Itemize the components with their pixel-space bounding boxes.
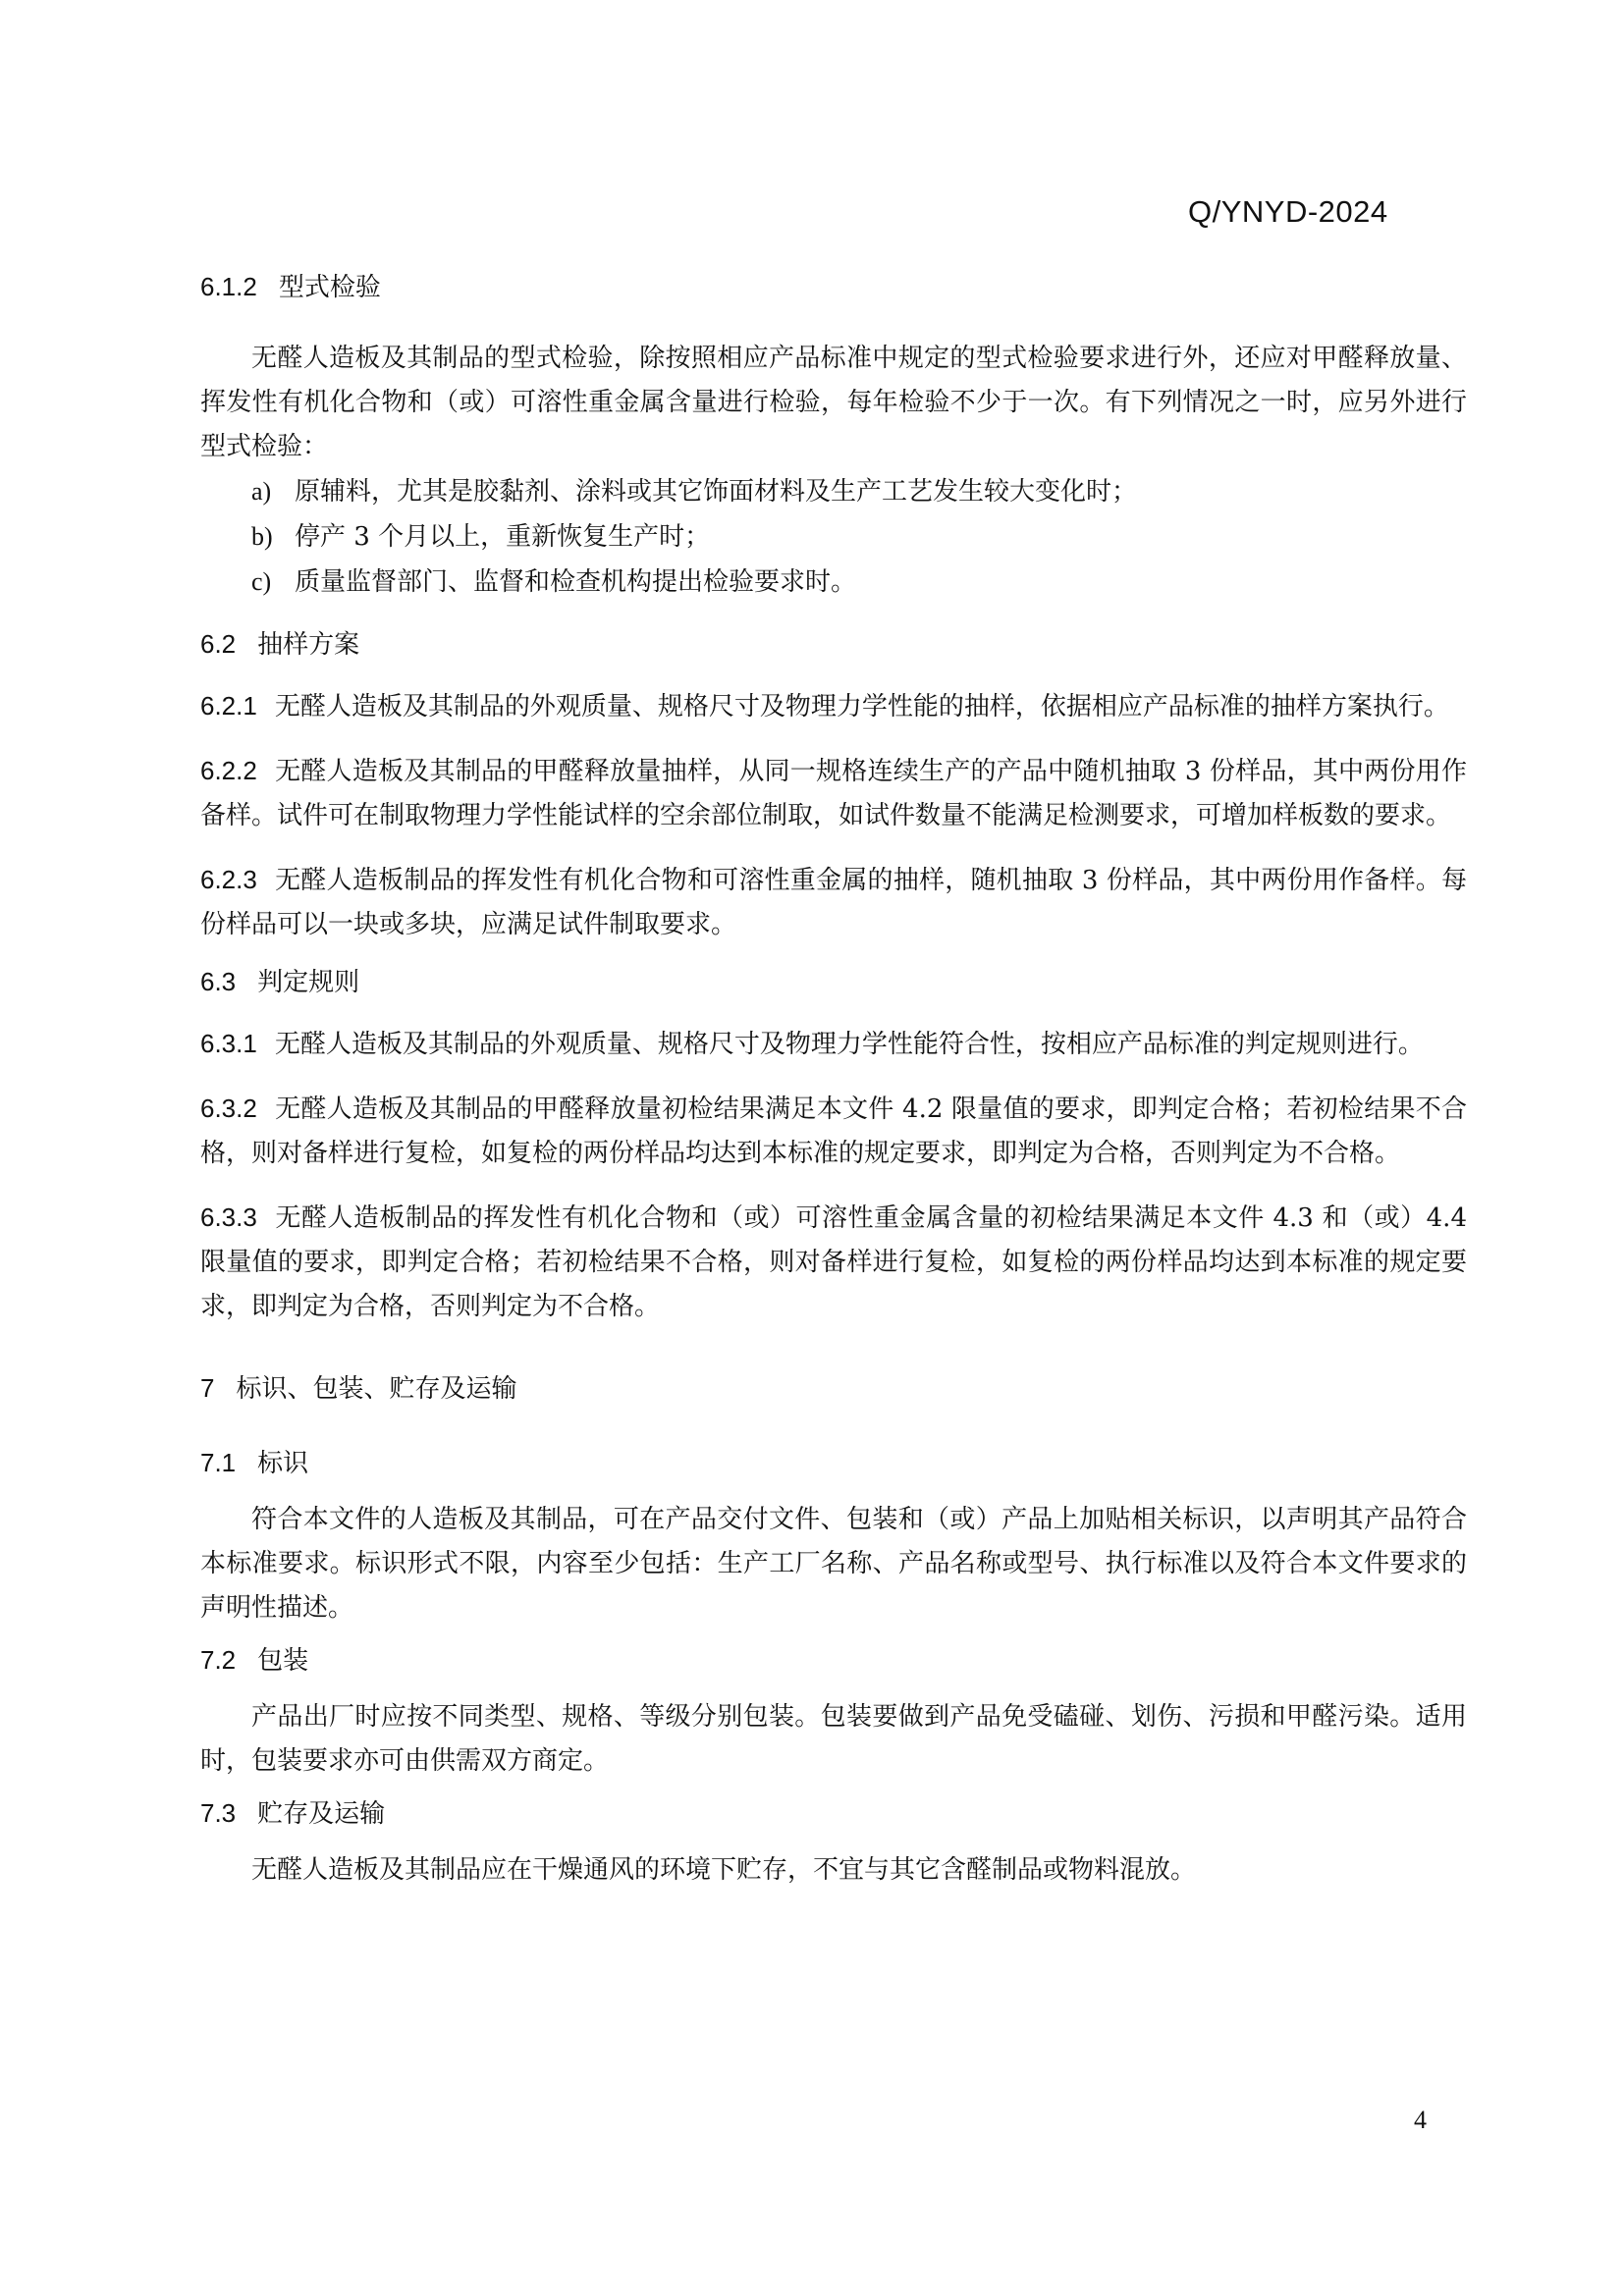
document-body [200,267,1467,1885]
clause-number: 6.2.2 [200,756,257,785]
heading-6-3 [200,962,1467,1002]
paragraph-marking: 符合本文件的人造板及其制品，可在产品交付文件、包装和（或）产品上加贴相关标识，以声明其产品符合本标准要求。标识形式不限，内容至少包括：生产工厂名称、产品名称或型号、执行标准以及符合本文件要求的声明性描述。 [200,1505,1467,1623]
clause-text: 无醛人造板制品的挥发性有机化合物和（或）可溶性重金属含量的初检结果满足本文件 4.3 和（或）4.4 限量值的要求，即判定合格；若初检结果不合格，则对备样进行复检，如复检的两份样品均达到本标准的规定要求，即判定为合格，否则判定为不合格。 [200,1203,1467,1321]
heading-7-3 [200,1793,1467,1834]
list-text: 质量监督部门、监督和检查机构提出检验要求时。 [295,567,857,597]
heading-7-1 [200,1443,1467,1483]
clause-text: 无醛人造板及其制品的甲醛释放量抽样，从同一规格连续生产的产品中随机抽取 3 份样品，其中两份用作备样。试件可在制取物理力学性能试样的空余部位制取，如试件数量不能满足检测要求，可增加样板数的要求。 [200,757,1467,830]
heading-number: 7.2 [200,1645,237,1675]
heading-title: 贮存及运输 [257,1799,386,1829]
clause-6-2-2 [200,749,1467,838]
paragraph-storage: 无醛人造板及其制品应在干燥通风的环境下贮存，不宜与其它含醛制品或物料混放。 [251,1855,1197,1885]
standard-code: Q/YNYD-2024 [1188,194,1388,229]
list-marker: b) [251,522,273,551]
list-item-c [200,560,1467,605]
list-marker: a) [251,477,272,506]
list-text: 停产 3 个月以上，重新恢复生产时； [295,522,711,552]
heading-number: 7 [200,1373,215,1403]
heading-title: 抽样方案 [257,630,360,660]
clause-number: 6.3.1 [200,1029,257,1058]
clause-text: 无醛人造板及其制品的外观质量、规格尺寸及物理力学性能符合性，按相应产品标准的判定规则进行。 [274,1030,1424,1059]
clause-number: 6.2.3 [200,865,257,894]
clause-6-3-2 [200,1087,1467,1176]
clause-text: 无醛人造板及其制品的甲醛释放量初检结果满足本文件 4.2 限量值的要求，即判定合格；若初检结果不合格，则对备样进行复检，如复检的两份样品均达到本标准的规定要求，即判定为合格，否则判定为不合格。 [200,1095,1467,1168]
clause-6-2-3 [200,858,1467,947]
list-marker: c) [251,567,272,596]
paragraph-type-inspection: 无醛人造板及其制品的型式检验，除按照相应产品标准中规定的型式检验要求进行外，还应对甲醛释放量、挥发性有机化合物和（或）可溶性重金属含量进行检验，每年检验不少于一次。有下列情况之一时，应另外进行型式检验： [200,344,1467,461]
heading-title: 判定规则 [257,968,360,997]
heading-title: 标识 [257,1449,309,1478]
clause-text: 无醛人造板及其制品的外观质量、规格尺寸及物理力学性能的抽样，依据相应产品标准的抽样方案执行。 [274,692,1449,721]
heading-7 [200,1368,1467,1409]
clause-number: 6.3.2 [200,1094,257,1123]
clause-text: 无醛人造板制品的挥发性有机化合物和可溶性重金属的抽样，随机抽取 3 份样品，其中两份用作备样。每份样品可以一块或多块，应满足试件制取要求。 [200,866,1467,939]
list-item-b [200,514,1467,560]
heading-6-1-2 [200,267,1467,307]
paragraph-packaging: 产品出厂时应按不同类型、规格、等级分别包装。包装要做到产品免受磕碰、划伤、污损和甲醛污染。适用时，包装要求亦可由供需双方商定。 [200,1702,1467,1776]
clause-number: 6.2.1 [200,691,257,721]
heading-number: 6.3 [200,967,237,996]
heading-7-2 [200,1640,1467,1681]
page-number: 4 [1414,2106,1427,2134]
heading-number: 6.1.2 [200,272,257,301]
heading-title: 标识、包装、贮存及运输 [236,1374,517,1404]
heading-title: 包装 [257,1646,309,1676]
heading-number: 7.3 [200,1798,237,1828]
list-item-a [200,469,1467,514]
heading-number: 6.2 [200,629,237,659]
heading-title: 型式检验 [278,273,381,302]
list-text: 原辅料，尤其是胶黏剂、涂料或其它饰面材料及生产工艺发生较大变化时； [295,477,1138,507]
clause-6-3-3 [200,1196,1467,1329]
heading-6-2 [200,624,1467,665]
heading-number: 7.1 [200,1448,237,1477]
clause-number: 6.3.3 [200,1202,257,1232]
clause-6-2-1 [200,684,1467,729]
clause-6-3-1 [200,1022,1467,1067]
